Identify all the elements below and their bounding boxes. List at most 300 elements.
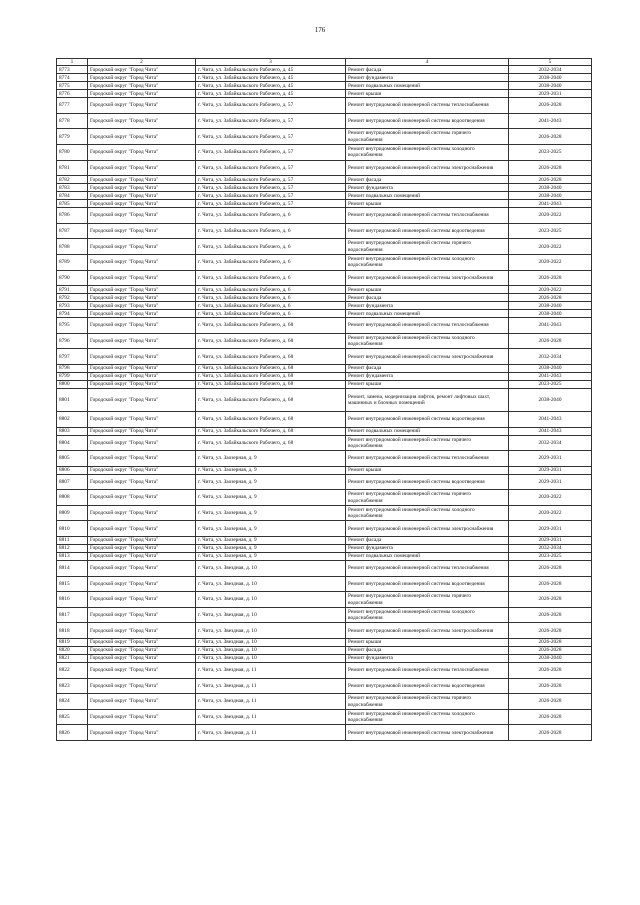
row-number-cell: 8780: [57, 144, 88, 160]
table-row: [57, 505, 592, 521]
municipality-cell: Городской округ "Город Чита": [88, 663, 196, 679]
period-cell: 2041-2043: [509, 113, 592, 129]
address-cell: г. Чита, ул. Звездная, д. 10: [196, 647, 346, 655]
period-cell: 2020-2022: [509, 505, 592, 521]
table-row: [57, 435, 592, 451]
work-type-cell: Ремонт внутридомовой инженерной системы холодного водоснабжения: [346, 709, 509, 725]
work-type-cell: Ремонт внутридомовой инженерной системы электроснабжения: [346, 349, 509, 365]
address-cell: г. Чита, ул. Звездная, д. 11: [196, 709, 346, 725]
work-type-cell: Ремонт внутридомовой инженерной системы горячего водоснабжения: [346, 435, 509, 451]
row-number-cell: 8791: [57, 286, 88, 294]
row-number-cell: 8783: [57, 184, 88, 192]
address-cell: г. Чита, ул. Заозерная, д. 9: [196, 537, 346, 545]
period-cell: 2026-2028: [509, 639, 592, 647]
period-cell: 2020-2022: [509, 254, 592, 270]
period-cell: 2020-2022: [509, 286, 592, 294]
period-cell: 2041-2043: [509, 411, 592, 427]
address-cell: г. Чита, ул. Забайкальского Рабочего, д. 57: [196, 184, 346, 192]
work-type-cell: Ремонт подвальных помещений: [346, 192, 509, 200]
row-number-cell: 8797: [57, 349, 88, 365]
header-cell-2: 2: [88, 59, 196, 66]
header-cell-4: 4: [346, 59, 509, 66]
table-row: [57, 66, 592, 74]
table-row: [57, 98, 592, 114]
row-number-cell: 8810: [57, 521, 88, 537]
row-number-cell: 8793: [57, 302, 88, 310]
municipality-cell: Городской округ "Город Чита": [88, 286, 196, 294]
period-cell: 2038-2040: [509, 310, 592, 318]
municipality-cell: Городской округ "Город Чита": [88, 521, 196, 537]
work-type-cell: Ремонт внутридомовой инженерной системы электроснабжения: [346, 521, 509, 537]
municipality-cell: Городской округ "Город Чита": [88, 333, 196, 349]
period-cell: 2038-2040: [509, 364, 592, 372]
work-type-cell: Ремонт внутридомовой инженерной системы теплоснабжения: [346, 561, 509, 577]
table-row: [57, 537, 592, 545]
table-row: [57, 678, 592, 694]
work-type-cell: Ремонт внутридомовой инженерной системы холодного водоснабжения: [346, 333, 509, 349]
municipality-cell: Городской округ "Город Чита": [88, 388, 196, 411]
row-number-cell: 8787: [57, 223, 88, 239]
address-cell: г. Чита, ул. Забайкальского Рабочего, д. 57: [196, 144, 346, 160]
table-row: [57, 607, 592, 623]
address-cell: г. Чита, ул. Забайкальского Рабочего, д. 6: [196, 208, 346, 224]
work-type-cell: Ремонт внутридомовой инженерной системы теплоснабжения: [346, 318, 509, 334]
row-number-cell: 8807: [57, 474, 88, 490]
table-row: [57, 192, 592, 200]
row-number-cell: 8789: [57, 254, 88, 270]
address-cell: г. Чита, ул. Заозерная, д. 9: [196, 553, 346, 561]
row-number-cell: 8801: [57, 388, 88, 411]
period-cell: 2038-2040: [509, 302, 592, 310]
address-cell: г. Чита, ул. Звездная, д. 10: [196, 576, 346, 592]
period-cell: 2023-2025: [509, 380, 592, 388]
table-row: [57, 318, 592, 334]
municipality-cell: Городской округ "Город Чита": [88, 372, 196, 380]
row-number-cell: 8788: [57, 239, 88, 255]
table-row: [57, 545, 592, 553]
work-type-cell: Ремонт фундамента: [346, 184, 509, 192]
municipality-cell: Городской округ "Город Чита": [88, 490, 196, 506]
period-cell: 2026-2028: [509, 129, 592, 145]
municipality-cell: Городской округ "Город Чита": [88, 208, 196, 224]
address-cell: г. Чита, ул. Звездная, д. 10: [196, 561, 346, 577]
work-type-cell: Ремонт фундамента: [346, 545, 509, 553]
work-type-cell: Ремонт внутридомовой инженерной системы водоотведения: [346, 576, 509, 592]
address-cell: г. Чита, ул. Забайкальского Рабочего, д. 68: [196, 333, 346, 349]
row-number-cell: 8813: [57, 553, 88, 561]
row-number-cell: 8785: [57, 200, 88, 208]
table-row: [57, 380, 592, 388]
row-number-cell: 8824: [57, 694, 88, 710]
period-cell: 2032-2034: [509, 545, 592, 553]
work-type-cell: Ремонт крыши: [346, 286, 509, 294]
period-cell: 2026-2028: [509, 270, 592, 286]
row-number-cell: 8784: [57, 192, 88, 200]
municipality-cell: Городской округ "Город Чита": [88, 184, 196, 192]
row-number-cell: 8804: [57, 435, 88, 451]
table-row: [57, 239, 592, 255]
period-cell: 2026-2028: [509, 694, 592, 710]
work-type-cell: Ремонт фасада: [346, 537, 509, 545]
row-number-cell: 8816: [57, 592, 88, 608]
address-cell: г. Чита, ул. Забайкальского Рабочего, д. 57: [196, 160, 346, 176]
period-cell: 2038-2040: [509, 388, 592, 411]
municipality-cell: Городской округ "Город Чита": [88, 200, 196, 208]
address-cell: г. Чита, ул. Забайкальского Рабочего, д. 45: [196, 66, 346, 74]
row-number-cell: 8811: [57, 537, 88, 545]
address-cell: г. Чита, ул. Забайкальского Рабочего, д. 6: [196, 239, 346, 255]
address-cell: г. Чита, ул. Забайкальского Рабочего, д. 68: [196, 435, 346, 451]
municipality-cell: Городской округ "Город Чита": [88, 66, 196, 74]
address-cell: г. Чита, ул. Забайкальского Рабочего, д. 68: [196, 318, 346, 334]
municipality-cell: Городской округ "Город Чита": [88, 82, 196, 90]
period-cell: 2026-2028: [509, 725, 592, 741]
work-type-cell: Ремонт фасада: [346, 66, 509, 74]
period-cell: 2026-2028: [509, 709, 592, 725]
row-number-cell: 8823: [57, 678, 88, 694]
period-cell: 2029-2031: [509, 474, 592, 490]
work-type-cell: Ремонт внутридомовой инженерной системы горячего водоснабжения: [346, 490, 509, 506]
page-number: 176: [314, 26, 326, 34]
table-row: [57, 82, 592, 90]
repair-schedule-table: [56, 58, 592, 741]
row-number-cell: 8826: [57, 725, 88, 741]
period-cell: 2038-2040: [509, 74, 592, 82]
table-row: [57, 349, 592, 365]
table-header-row: [57, 59, 592, 66]
table-row: [57, 90, 592, 98]
row-number-cell: 8819: [57, 639, 88, 647]
header-cell-1: 1: [57, 59, 88, 66]
municipality-cell: Городской округ "Город Чита": [88, 223, 196, 239]
address-cell: г. Чита, ул. Забайкальского Рабочего, д. 6: [196, 302, 346, 310]
municipality-cell: Городской округ "Город Чита": [88, 318, 196, 334]
row-number-cell: 8794: [57, 310, 88, 318]
row-number-cell: 8812: [57, 545, 88, 553]
period-cell: 2029-2031: [509, 90, 592, 98]
row-number-cell: 8800: [57, 380, 88, 388]
address-cell: г. Чита, ул. Забайкальского Рабочего, д. 45: [196, 74, 346, 82]
work-type-cell: Ремонт фундамента: [346, 655, 509, 663]
period-cell: 2026-2028: [509, 294, 592, 302]
work-type-cell: Ремонт внутридомовой инженерной системы электроснабжения: [346, 270, 509, 286]
row-number-cell: 8814: [57, 561, 88, 577]
table-row: [57, 655, 592, 663]
row-number-cell: 8809: [57, 505, 88, 521]
municipality-cell: Городской округ "Город Чита": [88, 466, 196, 474]
work-type-cell: Ремонт фасада: [346, 647, 509, 655]
municipality-cell: Городской округ "Город Чита": [88, 364, 196, 372]
row-number-cell: 8820: [57, 647, 88, 655]
row-number-cell: 8806: [57, 466, 88, 474]
work-type-cell: Ремонт внутридомовой инженерной системы теплоснабжения: [346, 208, 509, 224]
municipality-cell: Городской округ "Город Чита": [88, 537, 196, 545]
row-number-cell: 8821: [57, 655, 88, 663]
municipality-cell: Городской округ "Город Чита": [88, 694, 196, 710]
municipality-cell: Городской округ "Город Чита": [88, 380, 196, 388]
address-cell: г. Чита, ул. Забайкальского Рабочего, д. 68: [196, 349, 346, 365]
address-cell: г. Чита, ул. Звездная, д. 10: [196, 607, 346, 623]
address-cell: г. Чита, ул. Забайкальского Рабочего, д. 6: [196, 310, 346, 318]
row-number-cell: 8775: [57, 82, 88, 90]
municipality-cell: Городской округ "Город Чита": [88, 678, 196, 694]
municipality-cell: Городской округ "Город Чита": [88, 545, 196, 553]
period-cell: 2026-2028: [509, 176, 592, 184]
address-cell: г. Чита, ул. Заозерная, д. 9: [196, 505, 346, 521]
period-cell: 2038-2040: [509, 184, 592, 192]
table-row: [57, 694, 592, 710]
table-row: [57, 466, 592, 474]
row-number-cell: 8786: [57, 208, 88, 224]
table-row: [57, 490, 592, 506]
work-type-cell: Ремонт подвальных помещений: [346, 82, 509, 90]
address-cell: г. Чита, ул. Заозерная, д. 9: [196, 474, 346, 490]
address-cell: г. Чита, ул. Забайкальского Рабочего, д. 6: [196, 254, 346, 270]
table-row: [57, 639, 592, 647]
table-row: [57, 709, 592, 725]
address-cell: г. Чита, ул. Забайкальского Рабочего, д. 68: [196, 380, 346, 388]
municipality-cell: Городской округ "Город Чита": [88, 113, 196, 129]
period-cell: 2032-2034: [509, 349, 592, 365]
table-row: [57, 592, 592, 608]
row-number-cell: 8796: [57, 333, 88, 349]
work-type-cell: Ремонт внутридомовой инженерной системы горячего водоснабжения: [346, 592, 509, 608]
table-row: [57, 184, 592, 192]
row-number-cell: 8798: [57, 364, 88, 372]
period-cell: 2026-2028: [509, 160, 592, 176]
work-type-cell: Ремонт внутридомовой инженерной системы теплоснабжения: [346, 98, 509, 114]
address-cell: г. Чита, ул. Звездная, д. 11: [196, 678, 346, 694]
table-row: [57, 113, 592, 129]
row-number-cell: 8825: [57, 709, 88, 725]
municipality-cell: Городской округ "Город Чита": [88, 254, 196, 270]
work-type-cell: Ремонт крыши: [346, 639, 509, 647]
address-cell: г. Чита, ул. Забайкальского Рабочего, д. 6: [196, 270, 346, 286]
municipality-cell: Городской округ "Город Чита": [88, 647, 196, 655]
table-row: [57, 294, 592, 302]
table-row: [57, 521, 592, 537]
row-number-cell: 8782: [57, 176, 88, 184]
row-number-cell: 8822: [57, 663, 88, 679]
municipality-cell: Городской округ "Город Чита": [88, 411, 196, 427]
municipality-cell: Городской округ "Город Чита": [88, 639, 196, 647]
period-cell: 2041-2043: [509, 372, 592, 380]
row-number-cell: 8779: [57, 129, 88, 145]
municipality-cell: Городской округ "Город Чита": [88, 576, 196, 592]
work-type-cell: Ремонт внутридомовой инженерной системы холодного водоснабжения: [346, 607, 509, 623]
address-cell: г. Чита, ул. Забайкальского Рабочего, д. 57: [196, 98, 346, 114]
address-cell: г. Чита, ул. Забайкальского Рабочего, д. 68: [196, 364, 346, 372]
municipality-cell: Городской округ "Город Чита": [88, 725, 196, 741]
municipality-cell: Городской округ "Город Чита": [88, 302, 196, 310]
period-cell: 2026-2028: [509, 678, 592, 694]
address-cell: г. Чита, ул. Звездная, д. 11: [196, 725, 346, 741]
period-cell: 2038-2040: [509, 82, 592, 90]
row-number-cell: 8776: [57, 90, 88, 98]
address-cell: г. Чита, ул. Забайкальского Рабочего, д. 57: [196, 192, 346, 200]
period-cell: 2032-2034: [509, 435, 592, 451]
municipality-cell: Городской округ "Город Чита": [88, 192, 196, 200]
row-number-cell: 8799: [57, 372, 88, 380]
address-cell: г. Чита, ул. Звездная, д. 10: [196, 639, 346, 647]
table-row: [57, 160, 592, 176]
work-type-cell: Ремонт внутридомовой инженерной системы электроснабжения: [346, 623, 509, 639]
period-cell: 2029-2031: [509, 521, 592, 537]
work-type-cell: Ремонт внутридомовой инженерной системы холодного водоснабжения: [346, 505, 509, 521]
address-cell: г. Чита, ул. Заозерная, д. 9: [196, 545, 346, 553]
row-number-cell: 8790: [57, 270, 88, 286]
row-number-cell: 8808: [57, 490, 88, 506]
row-number-cell: 8805: [57, 451, 88, 467]
municipality-cell: Городской округ "Город Чита": [88, 294, 196, 302]
address-cell: г. Чита, ул. Забайкальского Рабочего, д. 57: [196, 113, 346, 129]
address-cell: г. Чита, ул. Забайкальского Рабочего, д. 68: [196, 388, 346, 411]
municipality-cell: Городской округ "Город Чита": [88, 474, 196, 490]
address-cell: г. Чита, ул. Звездная, д. 11: [196, 694, 346, 710]
work-type-cell: Ремонт внутридомовой инженерной системы теплоснабжения: [346, 663, 509, 679]
row-number-cell: 8818: [57, 623, 88, 639]
table-row: [57, 254, 592, 270]
table-row: [57, 561, 592, 577]
row-number-cell: 8815: [57, 576, 88, 592]
work-type-cell: Ремонт фундамента: [346, 372, 509, 380]
table-row: [57, 372, 592, 380]
municipality-cell: Городской округ "Город Чита": [88, 176, 196, 184]
municipality-cell: Городской округ "Город Чита": [88, 144, 196, 160]
address-cell: г. Чита, ул. Заозерная, д. 9: [196, 451, 346, 467]
table-row: [57, 647, 592, 655]
row-number-cell: 8778: [57, 113, 88, 129]
table-row: [57, 388, 592, 411]
address-cell: г. Чита, ул. Звездная, д. 10: [196, 655, 346, 663]
address-cell: г. Чита, ул. Звездная, д. 10: [196, 623, 346, 639]
work-type-cell: Ремонт внутридомовой инженерной системы горячего водоснабжения: [346, 129, 509, 145]
work-type-cell: Ремонт внутридомовой инженерной системы водоотведения: [346, 474, 509, 490]
address-cell: г. Чита, ул. Забайкальского Рабочего, д. 6: [196, 294, 346, 302]
period-cell: 2026-2028: [509, 576, 592, 592]
table-row: [57, 623, 592, 639]
address-cell: г. Чита, ул. Забайкальского Рабочего, д. 57: [196, 200, 346, 208]
address-cell: г. Чита, ул. Забайкальского Рабочего, д. 68: [196, 411, 346, 427]
table-row: [57, 74, 592, 82]
municipality-cell: Городской округ "Город Чита": [88, 98, 196, 114]
table-row: [57, 129, 592, 145]
work-type-cell: Ремонт внутридомовой инженерной системы водоотведения: [346, 113, 509, 129]
row-number-cell: 8802: [57, 411, 88, 427]
table-row: [57, 333, 592, 349]
period-cell: 2026-2028: [509, 623, 592, 639]
period-cell: 2029-2031: [509, 466, 592, 474]
table-row: [57, 270, 592, 286]
period-cell: 2023-2025: [509, 553, 592, 561]
municipality-cell: Городской округ "Город Чита": [88, 160, 196, 176]
table-row: [57, 427, 592, 435]
period-cell: 2041-2043: [509, 200, 592, 208]
address-cell: г. Чита, ул. Звездная, д. 10: [196, 592, 346, 608]
address-cell: г. Чита, ул. Забайкальского Рабочего, д. 68: [196, 372, 346, 380]
municipality-cell: Городской округ "Город Чита": [88, 349, 196, 365]
work-type-cell: Ремонт внутридомовой инженерной системы водоотведения: [346, 678, 509, 694]
period-cell: 2038-2040: [509, 192, 592, 200]
period-cell: 2026-2028: [509, 663, 592, 679]
period-cell: 2026-2028: [509, 98, 592, 114]
table-row: [57, 286, 592, 294]
municipality-cell: Городской округ "Город Чита": [88, 592, 196, 608]
municipality-cell: Городской округ "Город Чита": [88, 505, 196, 521]
table-row: [57, 553, 592, 561]
period-cell: 2026-2028: [509, 333, 592, 349]
municipality-cell: Городской округ "Город Чита": [88, 709, 196, 725]
work-type-cell: Ремонт внутридомовой инженерной системы электроснабжения: [346, 160, 509, 176]
period-cell: 2026-2028: [509, 647, 592, 655]
address-cell: г. Чита, ул. Заозерная, д. 9: [196, 521, 346, 537]
table-row: [57, 302, 592, 310]
work-type-cell: Ремонт подвальных помещений: [346, 553, 509, 561]
work-type-cell: Ремонт фасада: [346, 176, 509, 184]
period-cell: 2041-2043: [509, 318, 592, 334]
address-cell: г. Чита, ул. Забайкальского Рабочего, д. 6: [196, 223, 346, 239]
municipality-cell: Городской округ "Город Чита": [88, 561, 196, 577]
header-cell-3: 3: [196, 59, 346, 66]
table-row: [57, 451, 592, 467]
period-cell: 2038-2040: [509, 655, 592, 663]
work-type-cell: Ремонт внутридомовой инженерной системы теплоснабжения: [346, 451, 509, 467]
work-type-cell: Ремонт внутридомовой инженерной системы водоотведения: [346, 223, 509, 239]
period-cell: 2041-2043: [509, 427, 592, 435]
period-cell: 2020-2022: [509, 208, 592, 224]
table-row: [57, 144, 592, 160]
table-row: [57, 176, 592, 184]
address-cell: г. Чита, ул. Заозерная, д. 9: [196, 490, 346, 506]
work-type-cell: Ремонт крыши: [346, 90, 509, 98]
municipality-cell: Городской округ "Город Чита": [88, 239, 196, 255]
work-type-cell: Ремонт внутридомовой инженерной системы холодного водоснабжения: [346, 144, 509, 160]
work-type-cell: Ремонт внутридомовой инженерной системы холодного водоснабжения: [346, 254, 509, 270]
work-type-cell: Ремонт внутридомовой инженерной системы горячего водоснабжения: [346, 694, 509, 710]
work-type-cell: Ремонт, замена, модернизация лифтов, ремонт лифтовых шахт, машинных и блочных помещений: [346, 388, 509, 411]
address-cell: г. Чита, ул. Забайкальского Рабочего, д. 45: [196, 90, 346, 98]
municipality-cell: Городской округ "Город Чита": [88, 435, 196, 451]
table-row: [57, 364, 592, 372]
row-number-cell: 8777: [57, 98, 88, 114]
period-cell: 2020-2022: [509, 490, 592, 506]
address-cell: г. Чита, ул. Забайкальского Рабочего, д. 68: [196, 427, 346, 435]
header-cell-5: 5: [509, 59, 592, 66]
work-type-cell: Ремонт фундамента: [346, 74, 509, 82]
address-cell: г. Чита, ул. Забайкальского Рабочего, д. 45: [196, 82, 346, 90]
municipality-cell: Городской округ "Город Чита": [88, 655, 196, 663]
table-row: [57, 223, 592, 239]
table-row: [57, 725, 592, 741]
work-type-cell: Ремонт внутридомовой инженерной системы водоотведения: [346, 411, 509, 427]
row-number-cell: 8792: [57, 294, 88, 302]
address-cell: г. Чита, ул. Заозерная, д. 9: [196, 466, 346, 474]
work-type-cell: Ремонт крыши: [346, 466, 509, 474]
period-cell: 2032-2034: [509, 66, 592, 74]
address-cell: г. Чита, ул. Забайкальского Рабочего, д. 6: [196, 286, 346, 294]
municipality-cell: Городской округ "Город Чита": [88, 270, 196, 286]
work-type-cell: Ремонт фасада: [346, 294, 509, 302]
period-cell: 2026-2028: [509, 561, 592, 577]
municipality-cell: Городской округ "Город Чита": [88, 310, 196, 318]
municipality-cell: Городской округ "Город Чита": [88, 90, 196, 98]
work-type-cell: Ремонт внутридомовой инженерной системы горячего водоснабжения: [346, 239, 509, 255]
period-cell: 2029-2031: [509, 451, 592, 467]
table-row: [57, 474, 592, 490]
table-row: [57, 411, 592, 427]
address-cell: г. Чита, ул. Забайкальского Рабочего, д. 57: [196, 176, 346, 184]
municipality-cell: Городской округ "Город Чита": [88, 553, 196, 561]
